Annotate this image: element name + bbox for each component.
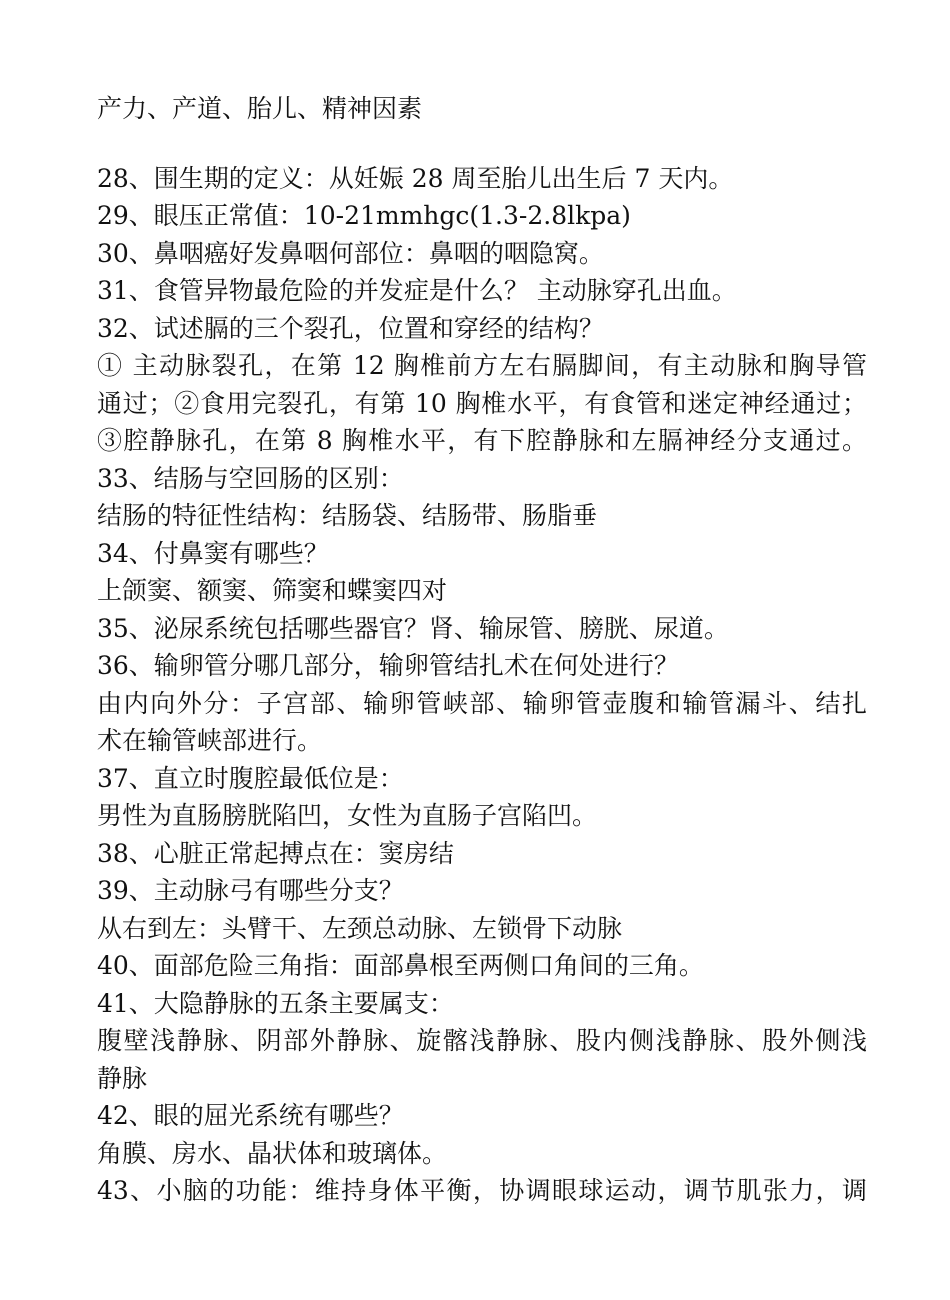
text-line: 术在输管峡部进行。: [97, 726, 323, 755]
text-line: 男性为直肠膀胱陷凹，女性为直肠子宫陷凹。: [97, 801, 598, 830]
text-line: 39、主动脉弓有哪些分支？: [97, 876, 404, 905]
text-line: 33、结肠与空回肠的区别：: [97, 463, 404, 493]
text-line: 30、鼻咽癌好发鼻咽何部位：鼻咽的咽隐窝。: [97, 238, 604, 268]
text-line: 腹壁浅静脉、阴部外静脉、旋髂浅静脉、股内侧浅静脉、股外侧浅: [97, 1026, 867, 1055]
text-line: ③腔静脉孔，在第 8 胸椎水平，有下腔静脉和左膈神经分支通过。: [97, 426, 867, 455]
text-line: 由内向外分：子宫部、输卵管峡部、输卵管壶腹和输管漏斗、结扎: [97, 688, 867, 718]
text-line: 从右到左：头臂干、左颈总动脉、左锁骨下动脉: [97, 913, 623, 943]
text-line: 43、小脑的功能：维持身体平衡，协调眼球运动，调节肌张力，调: [97, 1176, 867, 1205]
paragraph-gap: [97, 128, 867, 160]
text-line: 静脉: [97, 1063, 148, 1093]
text-line: 28、围生期的定义：从妊娠 28 周至胎儿出生后 7 天内。: [97, 163, 734, 193]
text-line: 40、面部危险三角指：面部鼻根至两侧口角间的三角。: [97, 951, 704, 980]
text-line: 32、试述膈的三个裂孔，位置和穿经的结构？: [97, 313, 604, 343]
text-line: 37、直立时腹腔最低位是：: [97, 763, 404, 793]
text-line: 38、心脏正常起搏点在：窦房结: [97, 838, 454, 868]
text-line: ① 主动脉裂孔，在第 12 胸椎前方左右膈脚间，有主动脉和胸导管: [97, 351, 867, 380]
text-line: 通过；②食用完裂孔，有第 10 胸椎水平，有食管和迷定神经通过；: [97, 388, 867, 418]
text-line: 42、眼的屈光系统有哪些？: [97, 1101, 404, 1130]
text-line: 上颌窦、额窦、筛窦和蝶窦四对: [97, 576, 448, 605]
text-line: 34、付鼻窦有哪些？: [97, 538, 329, 568]
text-line: 31、食管异物最危险的并发症是什么？ 主动脉穿孔出血。: [97, 276, 737, 305]
text-line: 角膜、房水、晶状体和玻璃体。: [97, 1138, 448, 1168]
text-line: 41、大隐静脉的五条主要属支：: [97, 988, 454, 1018]
document-page: [97, 90, 867, 1210]
text-line: 产力、产道、胎儿、精神因素: [97, 94, 423, 123]
text-line: 36、输卵管分哪几部分，输卵管结扎术在何处进行？: [97, 651, 679, 680]
text-line: 29、眼压正常值：10-21mmhgc(1.3-2.8lkpa): [97, 201, 631, 230]
text-line: 35、泌尿系统包括哪些器官？肾、输尿管、膀胱、尿道。: [97, 613, 729, 643]
text-line: 结肠的特征性结构：结肠袋、结肠带、肠脂垂: [97, 501, 598, 530]
